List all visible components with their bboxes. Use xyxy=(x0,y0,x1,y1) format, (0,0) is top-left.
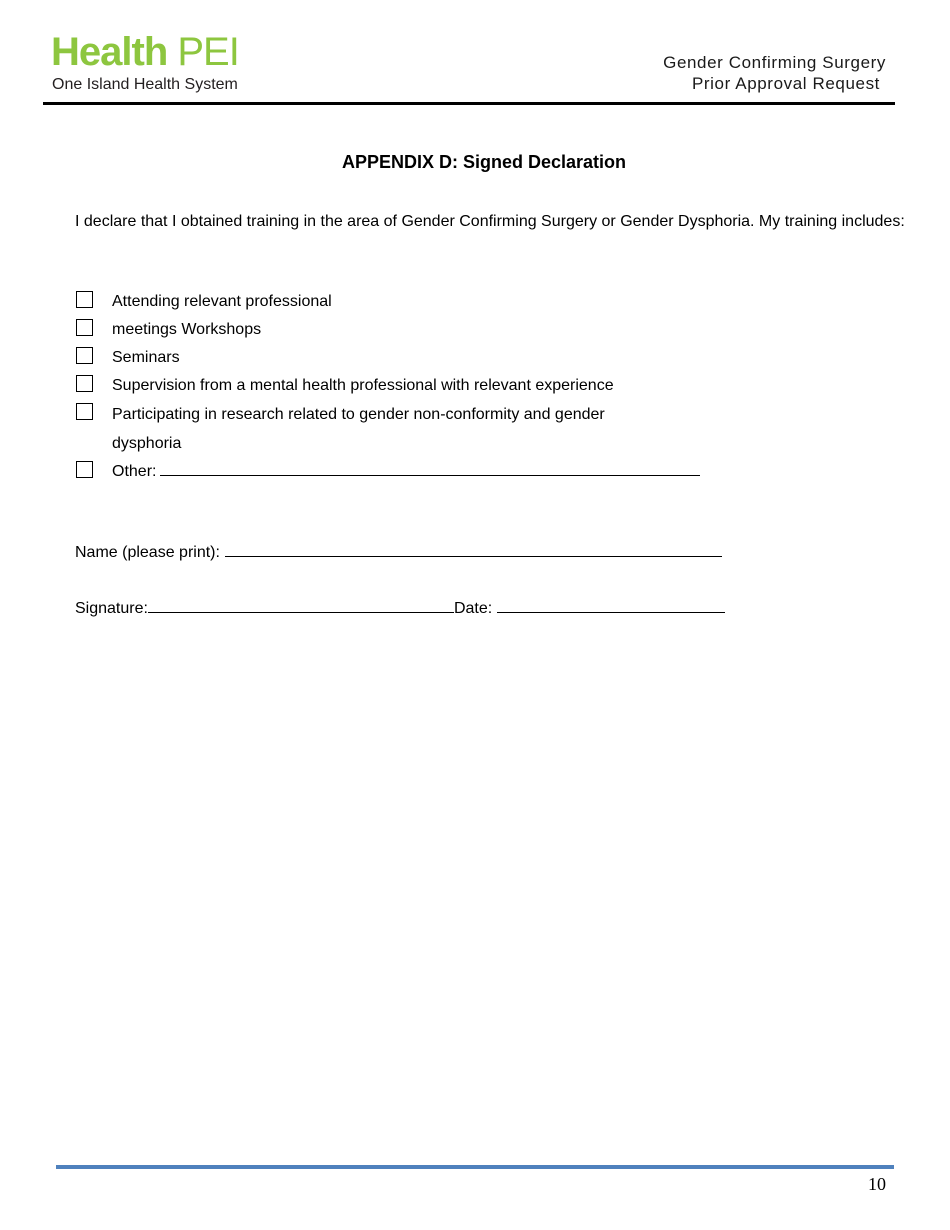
date-input[interactable] xyxy=(497,596,725,613)
header-divider xyxy=(43,102,895,105)
training-checklist xyxy=(76,288,736,486)
date-label: Date: xyxy=(453,600,493,617)
name-label: Name (please print): xyxy=(75,544,220,561)
checklist-item xyxy=(76,458,736,486)
training-checkbox-other[interactable] xyxy=(76,461,93,478)
logo-tagline: One Island Health System xyxy=(52,76,238,93)
signature-input[interactable] xyxy=(148,596,454,613)
checklist-item xyxy=(76,344,736,372)
checklist-item xyxy=(76,400,652,458)
training-checkbox-workshops[interactable] xyxy=(76,319,93,336)
checklist-item-label: Other: xyxy=(112,463,157,480)
training-checkbox-research[interactable] xyxy=(76,403,93,420)
checklist-item-label: Attending relevant professional xyxy=(112,293,332,310)
signature-label: Signature: xyxy=(75,600,148,617)
name-input[interactable] xyxy=(225,540,722,557)
checklist-item xyxy=(76,372,736,400)
checklist-item-label: meetings Workshops xyxy=(112,321,262,338)
footer-divider xyxy=(56,1165,894,1169)
page-number: 10 xyxy=(868,1174,886,1194)
document-title-line1: Gender Confirming Surgery xyxy=(663,53,886,72)
training-checkbox-professional[interactable] xyxy=(76,291,93,308)
checklist-item xyxy=(76,316,736,344)
logo-wordmark xyxy=(51,30,239,74)
signature-date-row xyxy=(75,596,725,620)
checklist-item-label: Supervision from a mental health professional with relevant experience xyxy=(112,377,614,394)
declaration-intro: I declare that I obtained training in the area of Gender Confirming Surgery or Gender Dysphoria. My training includes: xyxy=(75,213,905,230)
training-checkbox-seminars[interactable] xyxy=(76,347,93,364)
name-field-row xyxy=(75,540,722,564)
checklist-item-label: Participating in research related to gender non-conformity and gender dysphoria xyxy=(112,406,605,452)
checklist-item-label: Seminars xyxy=(112,349,180,366)
document-title xyxy=(663,52,886,94)
appendix-heading: APPENDIX D: Signed Declaration xyxy=(341,152,627,172)
logo-brand-primary: Health xyxy=(51,30,168,74)
health-pei-logo xyxy=(51,30,281,96)
document-title-line2: Prior Approval Request xyxy=(691,74,880,93)
logo-brand-secondary: PEI xyxy=(177,30,239,74)
other-input-line[interactable] xyxy=(160,461,700,476)
checklist-item xyxy=(76,288,736,316)
training-checkbox-supervision[interactable] xyxy=(76,375,93,392)
